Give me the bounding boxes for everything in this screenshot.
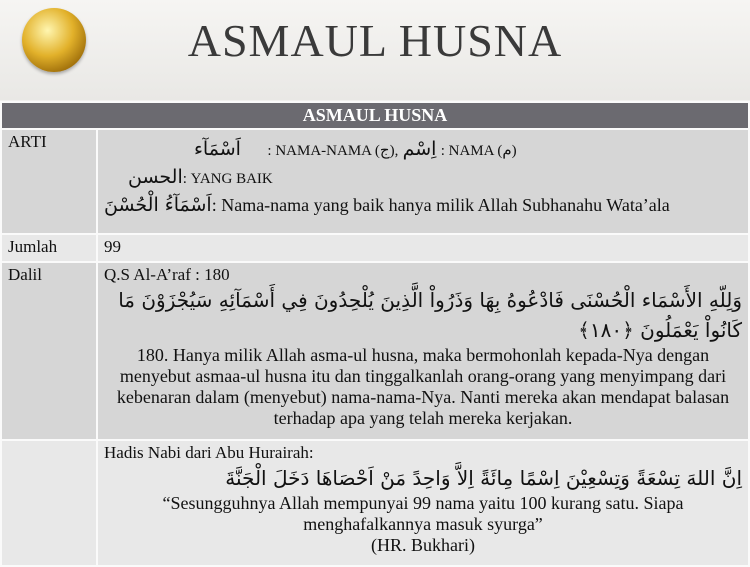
hadis-arabic: اِنَّ اللهَ تِسْعَةً وَتِسْعِيْنَ اِسْمًا مِائَةً اِلاَّ وَاحِدً مَنْ اَحْصَاهَا دَخَلَ الْجَنَّةَ <box>225 466 742 490</box>
hadis-translation: “Sesungguhnya Allah mempunyai 99 nama yaitu 100 kurang satu. Siapa menghafalkannya masuk syurga” <box>162 493 684 534</box>
verse-reference: Q.S Al-A’raf : 180 <box>104 265 230 284</box>
meaning: : NAMA (م) <box>440 143 517 159</box>
page-title: ASMAUL HUSNA <box>187 15 563 66</box>
arabic-word: الحسن <box>128 166 183 188</box>
meaning: : NAMA-NAMA (ج), <box>267 143 399 159</box>
table-row-arti <box>1 129 749 234</box>
jumlah-value: 99 <box>97 234 749 262</box>
table-row-hadis <box>1 440 749 566</box>
meaning: : Nama-nama yang baik hanya milik Allah Subhanahu Wata’ala <box>211 195 670 215</box>
row-label: ARTI <box>1 129 97 234</box>
hadis-source: (HR. Bukhari) <box>371 535 475 555</box>
verse-arabic: وَلِلّهِ الأَسْمَاء الْحُسْنَى فَادْعُوهُ بِهَا وَذَرُواْ الَّذِينَ يُلْحِدُونَ فِي أَسْمَآئِهِ سَيُجْزَوْنَ مَا كَانُواْ يَعْمَلُونَ ﴿١٨٠﴾ <box>118 288 742 342</box>
row-label: Jumlah <box>1 234 97 262</box>
table-row-dalil <box>1 262 749 440</box>
table-row-jumlah <box>1 234 749 262</box>
arabic-word: اَسْمَآءُ الْحُسْنَ <box>104 194 212 216</box>
arabic-word: اَسْمَآء <box>194 138 241 160</box>
row-label: Dalil <box>1 262 97 440</box>
hadis-reference: Hadis Nabi dari Abu Hurairah: <box>104 443 314 462</box>
table-heading: ASMAUL HUSNA <box>1 102 749 129</box>
meaning: : YANG BAIK <box>182 171 273 187</box>
verse-translation: 180. Hanya milik Allah asma-ul husna, maka bermohonlah kepada-Nya dengan menyebut asmaa-ul husna itu dan tinggalkanlah orang-orang yang menyimpang dari kebenaran dalam (menyebut) nama-nama-Nya. Nanti mereka akan mendapat balasan terhadap apa yang telah mereka kerjakan. <box>116 345 730 428</box>
title-bar <box>0 0 750 100</box>
arabic-word: اِسْم <box>402 138 437 160</box>
asmaul-husna-table <box>0 101 750 567</box>
allah-calligraphy-logo <box>630 10 722 76</box>
